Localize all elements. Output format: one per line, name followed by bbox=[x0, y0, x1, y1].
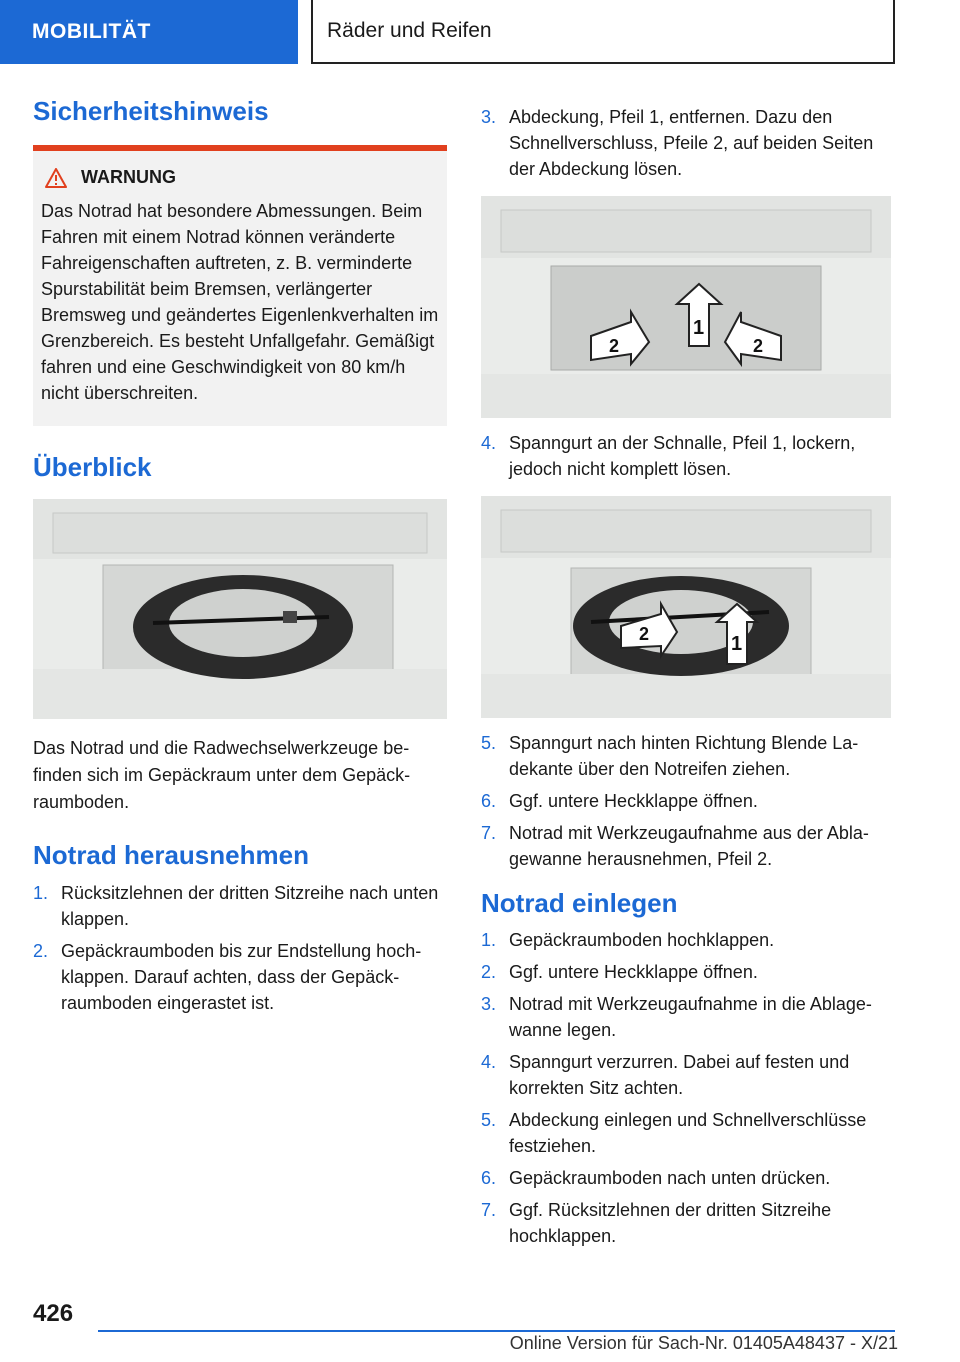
step-text: Ggf. Rücksitzlehnen der dritten Sitzreihe hochklappen. bbox=[509, 1200, 832, 1247]
step-text: Ggf. untere Heckklappe öffnen. bbox=[509, 962, 758, 983]
right-column bbox=[481, 104, 895, 1255]
strap-buckle-image bbox=[481, 496, 891, 718]
step-text: Spanngurt nach hinten Richtung Blende Ladekante über den Notreifen ziehen. bbox=[509, 733, 859, 779]
step-number: 6. bbox=[481, 791, 497, 811]
strap-arrow-label-1: 1 bbox=[731, 633, 743, 655]
step-number: 4. bbox=[481, 1052, 497, 1073]
overview-title: Überblick bbox=[33, 452, 152, 483]
page-number: 426 bbox=[33, 1300, 74, 1327]
list-item bbox=[481, 820, 895, 872]
step-number: 2. bbox=[481, 962, 497, 983]
step-text: Spanngurt verzurren. Dabei auf festen und korrekten Sitz achten. bbox=[509, 1052, 850, 1099]
list-item bbox=[33, 938, 447, 1016]
step-text: Notrad mit Werkzeugaufnahme aus der Ablagewanne herausnehmen, Pfeil 2. bbox=[509, 823, 869, 869]
spare-wheel-overview-image bbox=[33, 499, 447, 719]
list-item bbox=[481, 1165, 895, 1191]
list-item bbox=[481, 788, 895, 814]
step-number: 3. bbox=[481, 107, 497, 127]
remove-steps-part4 bbox=[481, 730, 895, 872]
step-number: 1. bbox=[481, 930, 497, 951]
step-text: Gepäckraumboden hochklappen. bbox=[509, 930, 775, 951]
remove-title: Notrad herausnehmen bbox=[33, 840, 309, 871]
insert-steps bbox=[481, 927, 895, 1249]
step-number: 3. bbox=[481, 994, 497, 1015]
step-number: 6. bbox=[481, 1168, 497, 1189]
footer-version-text: Online Version für Sach-Nr. 01405A48437 - X/21 bbox=[509, 1333, 898, 1353]
step-text: Abdeckung, Pfeil 1, entfernen. Dazu den Schnellverschluss, Pfeile 2, auf beiden Seiten der Abdeckung lösen. bbox=[509, 107, 874, 179]
step-text: Notrad mit Werkzeugaufnahme in die Ablagewanne legen. bbox=[509, 994, 872, 1041]
step-number: 4. bbox=[481, 433, 497, 453]
left-column bbox=[33, 96, 447, 1022]
safety-title: Sicherheitshinweis bbox=[33, 96, 269, 126]
step-number: 7. bbox=[481, 1200, 497, 1221]
insert-title: Notrad einlegen bbox=[481, 888, 678, 918]
arrow-label-2-left: 2 bbox=[609, 336, 620, 356]
step-text: Spanngurt an der Schnalle, Pfeil 1, lockern, jedoch nicht komplett lösen. bbox=[509, 433, 856, 479]
step-number: 2. bbox=[33, 940, 49, 961]
list-item bbox=[481, 1107, 895, 1159]
step-number: 1. bbox=[33, 882, 49, 903]
step-number: 5. bbox=[481, 1110, 497, 1131]
list-item bbox=[481, 927, 895, 953]
list-item bbox=[481, 730, 895, 782]
list-item bbox=[481, 1049, 895, 1101]
list-item bbox=[481, 959, 895, 985]
warning-triangle-icon bbox=[45, 168, 67, 188]
step-text: Gepäckraumboden nach unten drücken. bbox=[509, 1168, 831, 1189]
cover-removal-image bbox=[481, 196, 891, 418]
strap-arrow-label-2: 2 bbox=[639, 624, 650, 644]
warning-header bbox=[41, 167, 439, 188]
section-tab: MOBILITÄT bbox=[0, 0, 298, 64]
step-text: Gepäckraumboden bis zur Endstellung hochklappen. Darauf achten, dass der Gepäckraumboden eingerastet ist. bbox=[61, 940, 422, 1013]
list-item bbox=[481, 104, 895, 182]
warning-label: WARNUNG bbox=[81, 167, 176, 188]
arrow-label-2-right: 2 bbox=[753, 336, 764, 356]
footer-divider bbox=[98, 1330, 895, 1332]
remove-steps-part1 bbox=[33, 880, 447, 1016]
remove-steps-part3 bbox=[481, 430, 895, 482]
step-number: 7. bbox=[481, 823, 497, 843]
step-number: 5. bbox=[481, 733, 497, 753]
list-item bbox=[33, 880, 447, 932]
warning-box bbox=[33, 145, 447, 426]
remove-steps-part2 bbox=[481, 104, 895, 182]
chapter-title: Räder und Reifen bbox=[311, 0, 895, 64]
overview-text: Das Notrad und die Radwechselwerkzeuge befinden sich im Gepäckraum unter dem Gepäckraumboden. bbox=[33, 738, 411, 813]
step-text: Ggf. untere Heckklappe öffnen. bbox=[509, 791, 758, 811]
list-item bbox=[481, 430, 895, 482]
list-item bbox=[481, 1197, 895, 1249]
step-text: Rücksitzlehnen der dritten Sitzreihe nach unten klappen. bbox=[61, 882, 439, 929]
arrow-label-1: 1 bbox=[693, 317, 705, 339]
warning-text: Das Notrad hat besondere Abmessungen. Beim Fahren mit einem Notrad können veränderte Fahreigenschaften auftreten, z. B. verminderte Spurstabilität beim Bremsen, verlängerter Bremsweg und geändertes Eigenlenkverhalten im Grenzbereich. Es besteht Unfallgefahr. Gemäßigt fahren und eine Geschwindigkeit von 80 km/h nicht überschreiten. bbox=[41, 201, 439, 404]
list-item bbox=[481, 991, 895, 1043]
step-text: Abdeckung einlegen und Schnellverschlüsse festziehen. bbox=[509, 1110, 867, 1157]
